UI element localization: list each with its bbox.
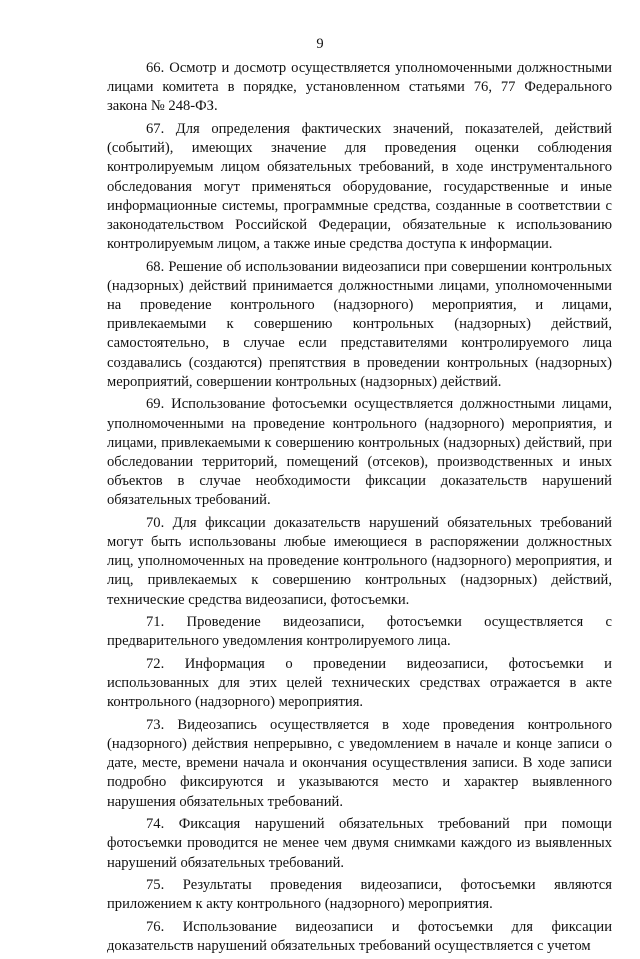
paragraph-67: 67. Для определения фактических значений, показателей, действий (событий), имеющих значение для проведения оценки соблюдения контролируемым лицом обязательных требований, в ходе инструментального обследования могут применяться оборудование, государственные и иные информационные системы, программные средства, созданные в соответствии с законодательством Российской Федерации, обязательные к использованию контролируемым лицом, а также иные средства доступа к информации. <box>107 120 612 253</box>
paragraph-71: 71. Проведение видеозаписи, фотосъемки осуществляется с предварительного уведомления контролируемого лица. <box>107 614 612 650</box>
paragraph-72: 72. Информация о проведении видеозаписи, фотосъемки и использованных для этих целей технических средствах отражается в акте контрольного (надзорного) мероприятия. <box>107 655 612 711</box>
paragraph-74: 74. Фиксация нарушений обязательных требований при помощи фотосъемки проводится не менее чем двумя снимками каждого из выявленных нарушений обязательных требований. <box>107 816 612 871</box>
page-number: 9 <box>316 36 324 52</box>
paragraph-70: 70. Для фиксации доказательств нарушений обязательных требований могут быть использованы любые имеющиеся в распоряжении должностных лиц, уполномоченных на проведение контрольного (надзорного) мероприятия, и лиц, привлекаемых к совершению контрольных (надзорных) действий, технические средства видеозаписи, фотосъемки. <box>107 514 612 608</box>
paragraph-69: 69. Использование фотосъемки осуществляется должностными лицами, уполномоченными на проведение контрольного (надзорного) мероприятия, и лицами, привлекаемыми к совершению контрольных (надзорных) действий, при обследовании территорий, помещений (отсеков), производственных и иных объектов в случае необходимости фиксации доказательств нарушений обязательных требований. <box>107 396 612 509</box>
paragraph-76: 76. Использование видеозаписи и фотосъемки для фиксации доказательств нарушений обязательных требований осуществляется с учетом <box>107 918 612 954</box>
paragraph-66: 66. Осмотр и досмотр осуществляется уполномоченными должностными лицами комитета в порядке, установленном статьями 76, 77 Федерального закона № 248-ФЗ. <box>107 60 612 115</box>
paragraph-73: 73. Видеозапись осуществляется в ходе проведения контрольного (надзорного) действия непрерывно, с уведомлением в начале и конце записи о дате, месте, времени начала и окончания осуществления записи. В ходе записи подробно фиксируются и указываются место и характер выявленного нарушения обязательных требований. <box>107 716 612 810</box>
paragraph-75: 75. Результаты проведения видеозаписи, фотосъемки являются приложением к акту контрольного (надзорного) мероприятия. <box>107 877 612 913</box>
paragraph-68: 68. Решение об использовании видеозаписи при совершении контрольных (надзорных) действий принимается должностными лицами, уполномоченными на проведение контрольного (надзорного) мероприятия, и лицами, привлекаемыми к совершению контрольных (надзорных) действий, самостоятельно, в случае если представителями контролируемого лица создавались (создаются) препятствия в проведении контрольных (надзорных) мероприятий, совершении контрольных (надзорных) действий. <box>107 258 612 390</box>
document-body <box>107 59 612 959</box>
